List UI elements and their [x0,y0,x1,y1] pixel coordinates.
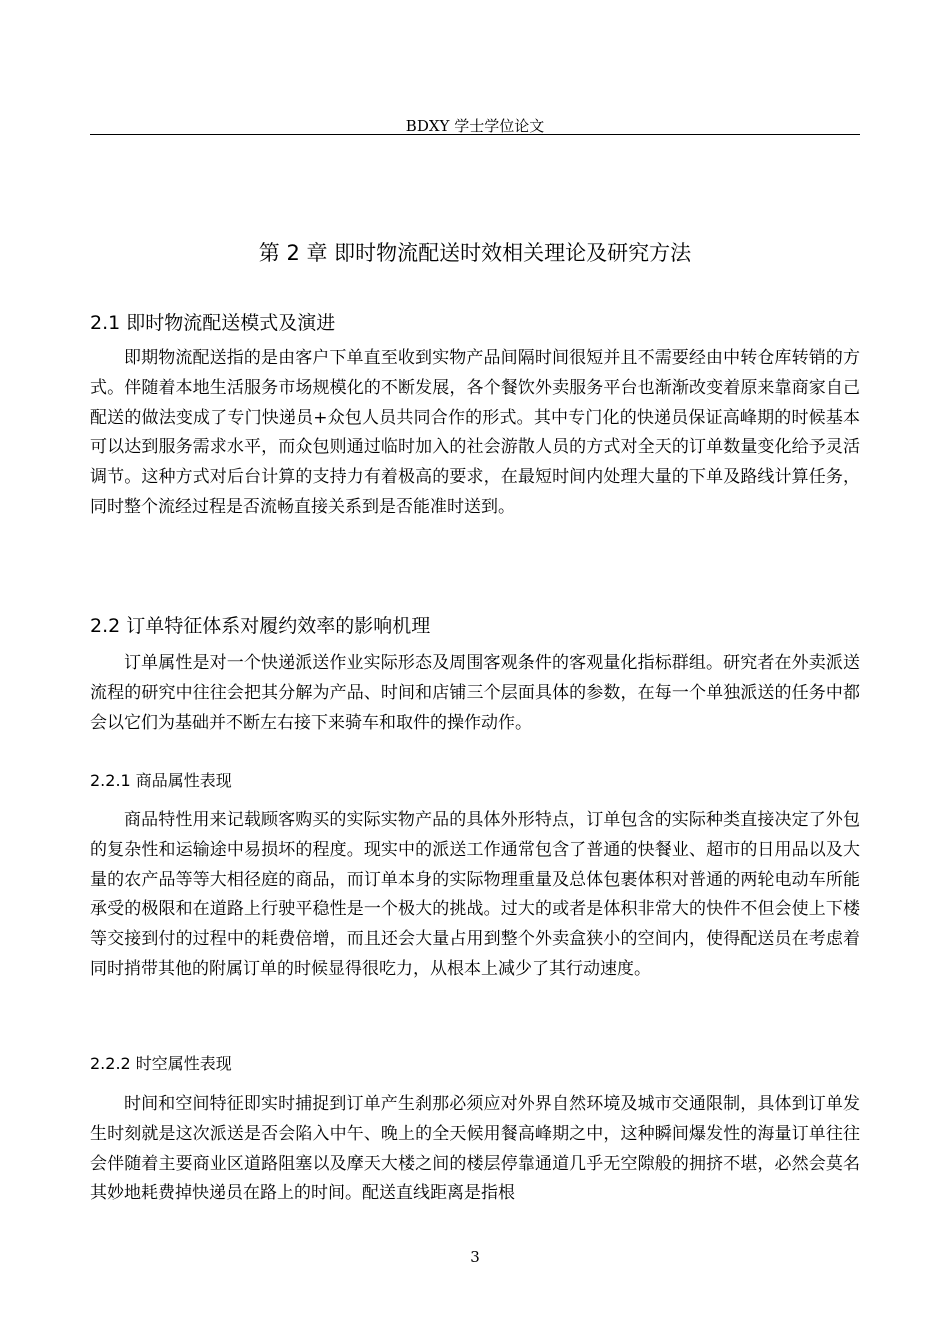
subsection-heading-2-2-1: 2.2.1 商品属性表现 [90,771,232,790]
paragraph-2-2: 订单属性是对一个快递派送作业实际形态及周围客观条件的客观量化指标群组。研究者在外卖派送流程的研究中往往会把其分解为产品、时间和店铺三个层面具体的参数，在每一个单独派送的任务中都会以它们为基础并不断左右接下来骑车和取件的操作动作。 [90,653,860,733]
page-number: 3 [470,1248,480,1266]
subsection-heading-2-2-2: 2.2.2 时空属性表现 [90,1054,232,1073]
section-heading-2-2: 2.2 订单特征体系对履约效率的影响机理 [90,615,431,637]
header-rule [90,134,860,135]
chapter-title: 第 2 章 即时物流配送时效相关理论及研究方法 [258,241,692,265]
paragraph-2-2-2: 时间和空间特征即实时捕捉到订单产生刹那必须应对外界自然环境及城市交通限制，具体到订单发生时刻就是这次派送是否会陷入中午、晚上的全天候用餐高峰期之中，这种瞬间爆发性的海量订单往往会伴随着主要商业区道路阻塞以及摩天大楼之间的楼层停靠通道几乎无空隙般的拥挤不堪，必然会莫名其妙地耗费掉快递员在路上的时间。配送直线距离是指根 [90,1094,860,1204]
section-heading-2-1: 2.1 即时物流配送模式及演进 [90,312,336,334]
paragraph-2-2-1: 商品特性用来记载顾客购买的实际实物产品的具体外形特点，订单包含的实际种类直接决定了外包的复杂性和运输途中易损坏的程度。现实中的派送工作通常包含了普通的快餐业、超市的日用品以及大量的农产品等等大相径庭的商品，而订单本身的实际物理重量及总体包裹体积对普通的两轮电动车所能承受的极限和在道路上行驶平稳性是一个极大的挑战。过大的或者是体积非常大的快件不但会使上下楼等交接到付的过程中的耗费倍增，而且还会大量占用到整个外卖盒狭小的空间内，使得配送员在考虑着同时捎带其他的附属订单的时候显得很吃力，从根本上减少了其行动速度。 [90,810,860,979]
paragraph-2-1: 即期物流配送指的是由客户下单直至收到实物产品间隔时间很短并且不需要经由中转仓库转销的方式。伴随着本地生活服务市场规模化的不断发展，各个餐饮外卖服务平台也渐渐改变着原来靠商家自己配送的做法变成了专门快递员+众包人员共同合作的形式。其中专门化的快递员保证高峰期的时候基本可以达到服务需求水平，而众包则通过临时加入的社会游散人员的方式对全天的订单数量变化给予灵活调节。这种方式对后台计算的支持力有着极高的要求，在最短时间内处理大量的下单及路线计算任务，同时整个流经过程是否流畅直接关系到是否能准时送到。 [90,348,860,517]
running-header: BDXY 学士学位论文 [405,117,545,135]
